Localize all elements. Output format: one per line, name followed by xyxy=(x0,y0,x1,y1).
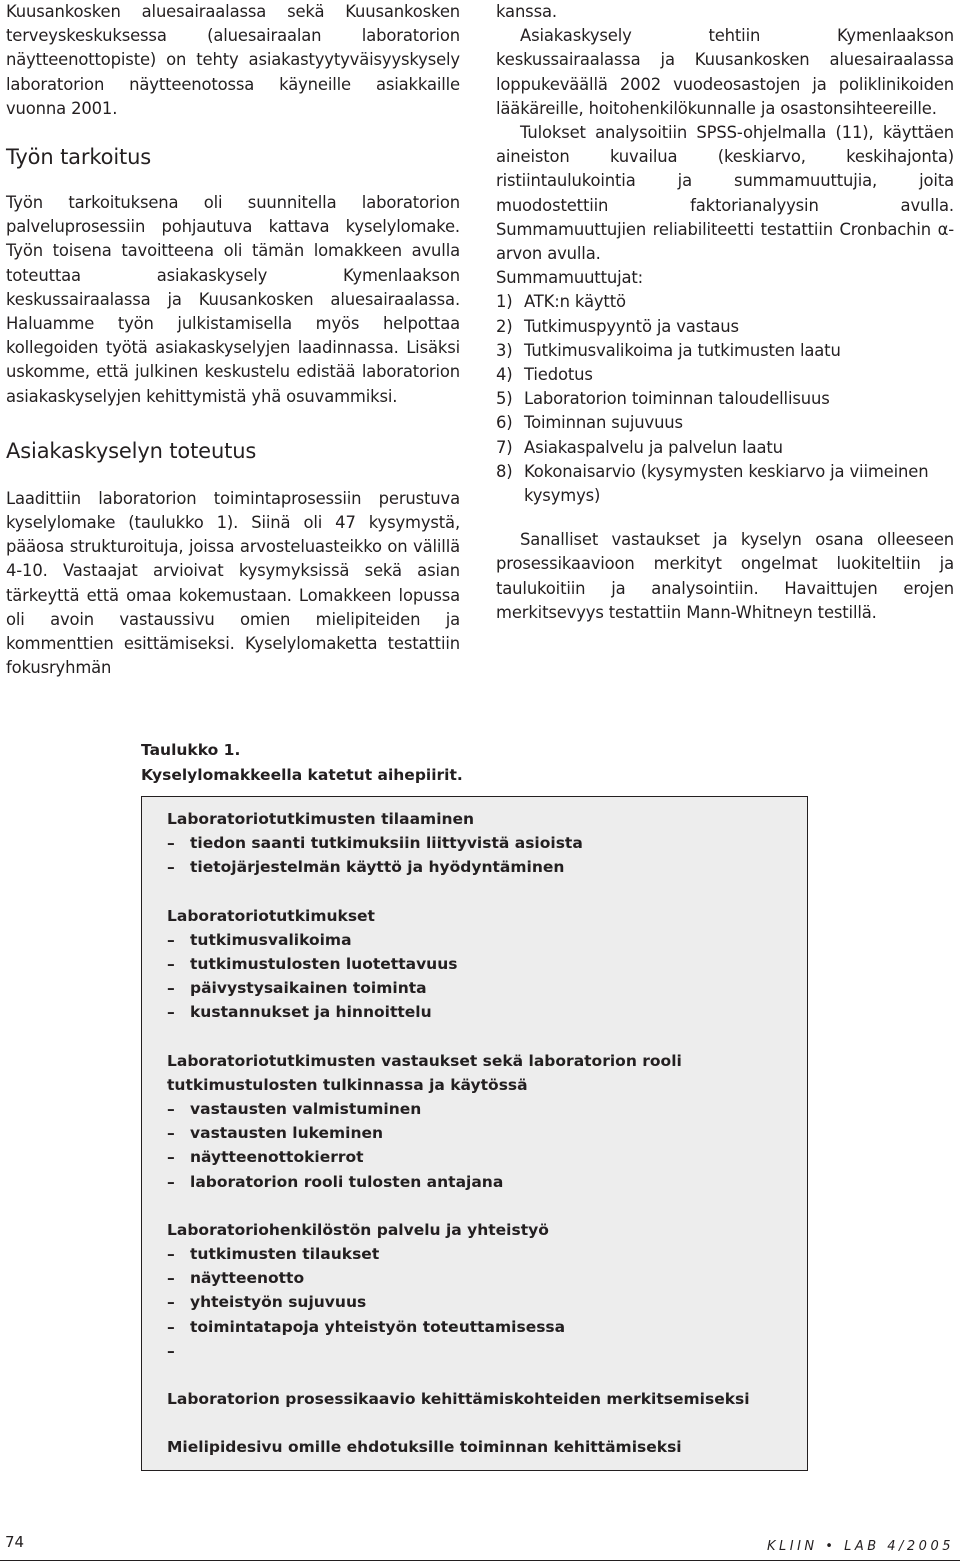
summary-variables-title: Summamuuttujat: xyxy=(496,268,644,288)
heading-tyon-tarkoitus: Työn tarkoitus xyxy=(6,145,152,170)
continuation-text: kanssa. xyxy=(496,2,557,21)
table-group xyxy=(167,1049,807,1194)
table-group xyxy=(167,904,807,1025)
qualitative-paragraph: Sanalliset vastaukset ja kyselyn osana olleeseen prosessikaavioon merkityt ongelmat luokiteltiin ja taulukoitiin ja analysointiin. Havaittujen erojen merkitsevyys testattiin Mann-Whitneyn testillä. xyxy=(496,530,954,622)
table-title: Kyselylomakkeella katetut aihepiirit. xyxy=(141,765,463,784)
table-item: – laboratorion rooli tulosten antajana xyxy=(167,1172,504,1191)
table-item: – tietojärjestelmän käyttö ja hyödyntäminen xyxy=(167,858,565,877)
survey-paragraph: Asiakaskysely tehtiin Kymenlaakson keskussairaalassa ja Kuusankosken aluesairaalassa loppukeväällä 2002 vuodeosastojen ja poliklinikoiden lääkäreille, hoitohenkilökunnalle ja osastonsihteereille. xyxy=(496,26,954,118)
table-group-title: Laboratoriotutkimusten tilaaminen xyxy=(167,810,475,828)
footer-rule xyxy=(0,1560,960,1561)
page-number: 74 xyxy=(5,1533,25,1551)
table-item: – tutkimusten tilaukset xyxy=(167,1245,380,1264)
table-item: – näytteenottokierrot xyxy=(167,1148,364,1167)
list-item: 5) Laboratorion toiminnan taloudellisuus xyxy=(496,389,830,409)
table-item: – xyxy=(167,1341,175,1360)
list-item: 7) Asiakaspalvelu ja palvelun laatu xyxy=(496,437,783,457)
table-item: – näytteenotto xyxy=(167,1269,305,1288)
table-group-title: Laboratoriotutkimusten vastaukset sekä laboratorion rooli tutkimustulosten tulkinnassa ja käytössä xyxy=(167,1051,682,1094)
table-group-title: Laboratoriohenkilöstön palvelu ja yhteistyö xyxy=(167,1220,549,1239)
left-column xyxy=(6,0,460,680)
table-group-title: Laboratoriotutkimukset xyxy=(167,906,375,925)
right-column xyxy=(496,0,954,625)
journal-name: KLIIN • LAB 4/2005 xyxy=(766,1539,954,1554)
table-item: – vastausten lukeminen xyxy=(167,1124,384,1143)
heading-asiakaskyselyn-toteutus: Asiakaskyselyn toteutus xyxy=(6,438,257,463)
table-item: – kustannukset ja hinnoittelu xyxy=(167,1003,432,1022)
table-group xyxy=(167,807,807,880)
topics-table xyxy=(141,796,808,1471)
purpose-paragraph: Työn tarkoituksena oli suunnitella laboratorion palveluprosessiin pohjautuva kattava kyselylomake. Työn toisena tavoitteena oli tämän lomakkeen avulla toteuttaa asiakaskysely Kymenlaakson keskussairaalassa ja Kuusankosken aluesairaalassa. Haluamme työn julkistamisella myös helpottaa kollegoiden työtä asiakaskyselyjen laadinnassa. Lisäksi uskomme, että julkinen keskustelu edistää laboratorion asiakaskyselyjen kehittymistä yhä osuvammiksi. xyxy=(6,193,460,406)
table-item: – yhteistyön sujuvuus xyxy=(167,1293,367,1312)
table-group xyxy=(167,1218,807,1363)
table-item: – toimintatapoja yhteistyön toteuttamisessa xyxy=(167,1317,566,1336)
list-item: 1) ATK:n käyttö xyxy=(496,292,626,312)
table-item: – päivystysaikainen toiminta xyxy=(167,979,427,998)
list-item: 6) Toiminnan sujuvuus xyxy=(496,413,683,433)
list-item: 4) Tiedotus xyxy=(496,365,593,385)
table-single-opinion-page: Mielipidesivu omille ehdotuksille toiminnan kehittämiseksi xyxy=(167,1438,682,1457)
table-number: Taulukko 1. xyxy=(141,741,241,759)
table-item: – vastausten valmistuminen xyxy=(167,1100,422,1119)
list-item: 8) Kokonaisarvio (kysymysten keskiarvo ja viimeinen kysymys) xyxy=(496,461,929,506)
table-item: – tutkimustulosten luotettavuus xyxy=(167,955,458,974)
summary-variables-list xyxy=(496,290,954,508)
table-item: – tutkimusvalikoima xyxy=(167,930,352,949)
table-caption xyxy=(141,738,463,787)
implementation-paragraph: Laadittiin laboratorion toimintaprosessiin perustuva kyselylomake (taulukko 1). Siinä oli 47 kysymystä, pääosa strukturoituja, joissa arvosteluasteikko on välillä 4-10. Vastaajat arvioivat kysymyksissä sekä asian tärkeyttä että omaa kokemustaan. Lomakkeen lopussa oli avoin vastaussivu omien mielipiteiden ja kommenttien esittämiseksi. Kyselylomaketta testattiin fokusryhmän xyxy=(6,488,460,678)
analysis-paragraph: Tulokset analysoitiin SPSS-ohjelmalla (11), käyttäen aineiston kuvailua (keskiarvo, keskihajonta) ristiintaulukointia ja summamuuttujia, joita muodostettiin faktorianalyysin avulla. Summamuuttujien reliabiliteetti testattiin Cronbachin α-arvon avulla. xyxy=(496,123,954,264)
list-item: 2) Tutkimuspyyntö ja vastaus xyxy=(496,316,739,336)
list-item: 3) Tutkimusvalikoima ja tutkimusten laatu xyxy=(496,340,841,360)
intro-paragraph: Kuusankosken aluesairaalassa sekä Kuusankosken terveyskeskuksessa (aluesairaalan laboratorion näytteenottopiste) on tehty asiakastyytyväisyyskysely laboratorion näytteenotossa käyneille asiakkaille vuonna 2001. xyxy=(6,2,460,118)
table-item: – tiedon saanti tutkimuksiin liittyvistä asioista xyxy=(167,834,583,853)
table-single-process-chart: Laboratorion prosessikaavio kehittämiskohteiden merkitsemiseksi xyxy=(167,1390,750,1409)
